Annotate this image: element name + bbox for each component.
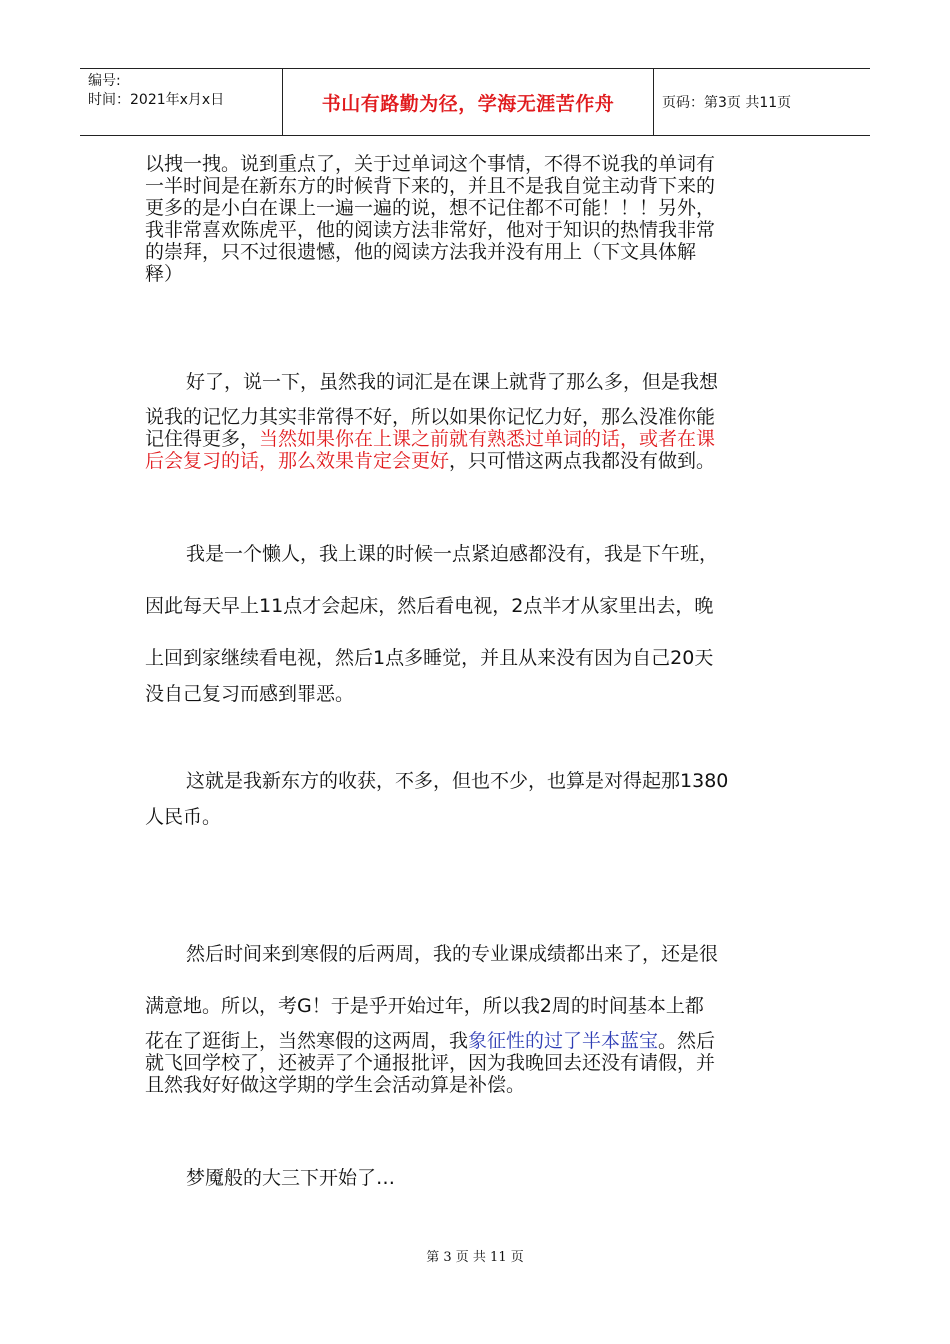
p5-line-2-c: ！于是乎开始过年，所以我 [311,995,540,1017]
page-footer: 第 3 页 共 11 页 [426,1250,524,1265]
p3-line-3-num-1: 1 [373,647,386,669]
p5-line-2-e: 周的时间基本上都 [551,995,704,1017]
p5-line-2 [145,995,718,1017]
p2-line-4-text: ，只可惜这两点我都没有做到。 [449,450,716,472]
p5-line-2-a: 满意地。所以，考 [145,995,298,1017]
p3-line-2-num-1: 11 [259,595,284,617]
p3-line-4: 没自己复习而感到罪恶。 [145,683,355,705]
p3-line-2-num-2: 2 [511,595,524,617]
p3-line-2 [145,595,718,617]
p2-line-3-highlight: 当然如果你在上课之前就有熟悉过单词的话，或者在课 [259,428,716,450]
p5-line-3-highlight: 象征性的过了半本蓝宝 [468,1030,659,1052]
p3-line-2-e: 点半才从家里出去，晚 [523,595,714,617]
p6-line-1-ellipsis: … [376,1167,396,1189]
p5-line-5: 且然我好好做这学期的学生会活动算是补偿。 [145,1074,526,1096]
p3-line-3-c: 点多睡觉，并且从来没有因为自己 [385,647,671,669]
p5-line-2-num: 2 [539,995,552,1017]
p5-line-3-end: 。然后 [658,1030,716,1052]
paragraph-2 [145,371,718,472]
p4-line-1-a: 这就是我新东方的收获，不多，但也不少，也算是对得起那 [186,770,681,792]
p3-line-3-e: 天 [694,647,714,669]
p1-line-5: 的崇拜，只不过很遗憾，他的阅读方法我并没有用上（下文具体解 [145,241,697,263]
p4-line-1-amount: 1380 [680,770,729,792]
paragraph-1 [145,153,715,285]
p2-line-4 [145,450,718,472]
header-time: 时间：2021年x月x日 [88,92,225,108]
p5-line-2-letter: G [297,995,312,1017]
p2-line-1: 好了，说一下，虽然我的词汇是在课上就背了那么多，但是我想 [186,371,719,393]
paragraph-3 [145,543,718,705]
header-table [80,68,870,136]
paragraph-5 [145,943,718,1096]
p4-line-1 [145,770,728,792]
p3-line-3-num-2: 20 [670,647,695,669]
p3-line-3 [145,647,718,669]
p3-line-2-c: 点才会起床，然后看电视， [283,595,512,617]
header-motto: 书山有路勤为径，学海无涯苦作舟 [321,92,615,115]
p2-line-3-text: 记住得更多， [145,428,260,450]
p1-line-3: 更多的是小白在课上一遍一遍的说，想不记住都不可能！！！另外， [145,197,716,219]
p5-line-1: 然后时间来到寒假的后两周，我的专业课成绩都出来了，还是很 [186,943,719,965]
p5-line-3 [145,1030,718,1052]
p3-line-1: 我是一个懒人，我上课的时候一点紧迫感都没有，我是下午班， [186,543,719,565]
p1-line-1: 以拽一拽。说到重点了，关于过单词这个事情，不得不说我的单词有 [145,153,716,175]
p5-line-3-text: 花在了逛街上，当然寒假的这两周，我 [145,1030,469,1052]
p1-line-6: 释） [145,263,184,285]
p6-line-1 [145,1167,395,1189]
p2-line-2: 说我的记忆力其实非常得不好，所以如果你记忆力好，那么没准你能 [145,406,716,428]
p1-line-4: 我非常喜欢陈虎平，他的阅读方法非常好，他对于知识的热情我非常 [145,219,716,241]
p5-line-4: 就飞回学校了，还被弄了个通报批评，因为我晚回去还没有请假，并 [145,1052,716,1074]
p3-line-2-a: 因此每天早上 [145,595,260,617]
header-page-info: 页码：第3页 共11页 [662,95,792,111]
p1-line-2: 一半时间是在新东方的时候背下来的，并且不是我自觉主动背下来的 [145,175,716,197]
p2-line-4-highlight: 后会复习的话，那么效果肯定会更好 [145,450,450,472]
p6-line-1-text: 梦魇般的大三下开始了 [186,1167,377,1189]
header-left-cell [80,69,282,135]
p4-line-2: 人民币。 [145,806,222,828]
header-middle-cell [282,69,654,135]
header-right-cell [654,69,870,135]
paragraph-6 [145,1167,395,1189]
p2-line-3 [145,428,718,450]
paragraph-4 [145,770,728,828]
p3-line-3-a: 上回到家继续看电视，然后 [145,647,374,669]
header-number: 编号: [88,73,121,89]
